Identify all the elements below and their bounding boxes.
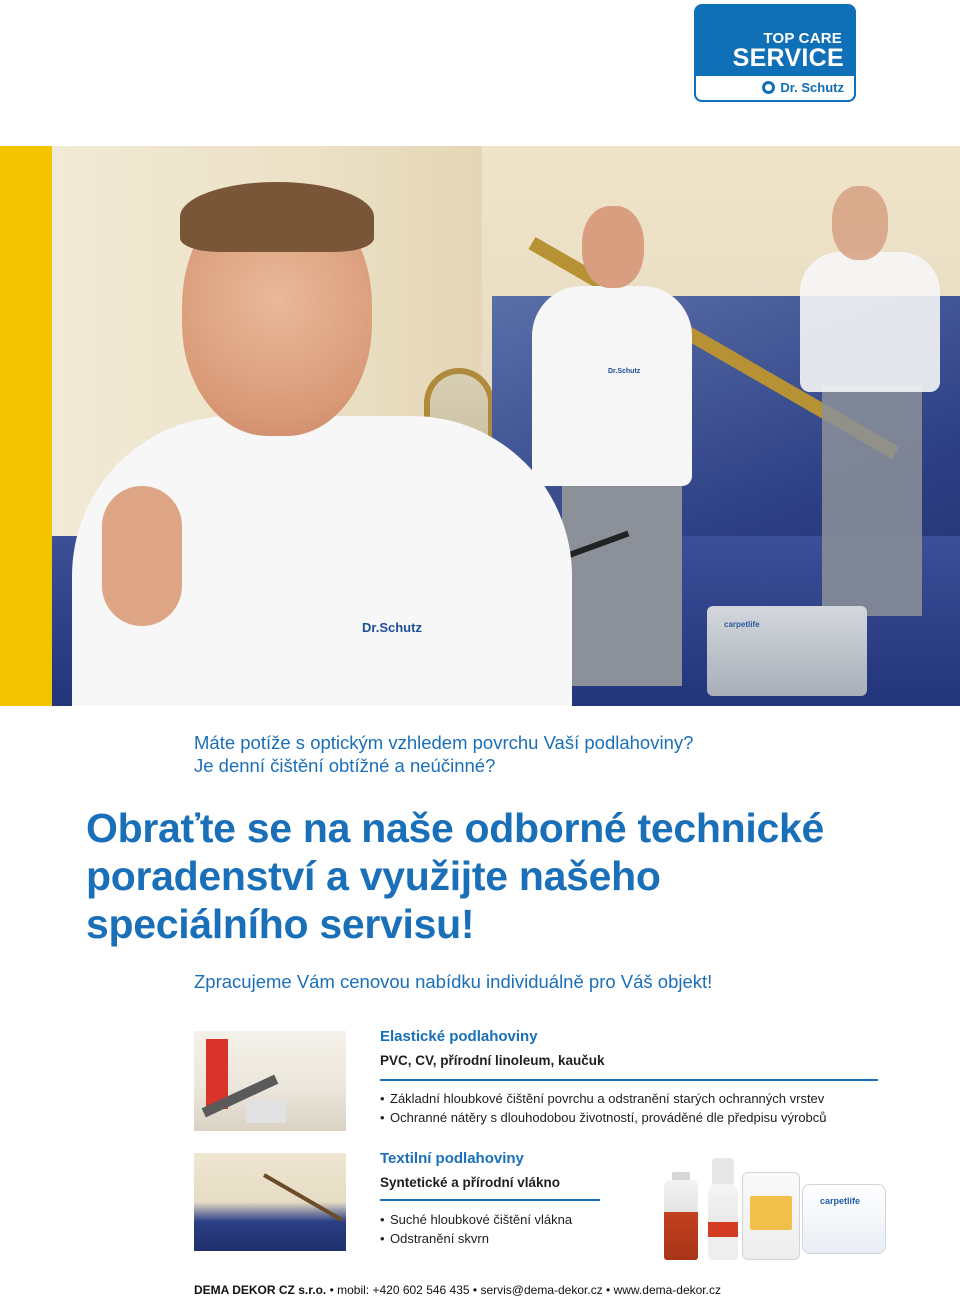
worker2-shirt-logo: Dr.Schutz xyxy=(608,368,641,375)
worker1-shirt-logo: Dr.Schutz xyxy=(362,620,422,635)
list-item: • Odstranění skvrn xyxy=(380,1229,640,1248)
footer-web[interactable]: www.dema-dekor.cz xyxy=(613,1283,721,1297)
contact-footer xyxy=(194,1283,894,1297)
list-item: • Suché hloubkové čištění vlákna xyxy=(380,1210,640,1229)
top-care-service-logo xyxy=(694,4,856,102)
logo-brand-strip xyxy=(694,76,856,102)
section-title-textile: Textilní podlahoviny xyxy=(380,1150,524,1167)
offer-text: Zpracujeme Vám cenovou nabídku individuálně pro Váš objekt! xyxy=(194,971,713,992)
worker2-shirt xyxy=(532,286,692,486)
photo-stair-rail xyxy=(263,1173,343,1221)
logo-brand xyxy=(762,80,844,95)
powder-tub xyxy=(802,1184,886,1254)
footer-company: DEMA DEKOR CZ s.r.o. xyxy=(194,1283,327,1297)
section-subtitle-textile: Syntetické a přírodní vlákno xyxy=(380,1175,561,1190)
machine-label: carpetlife xyxy=(724,620,760,629)
footer-separator: • xyxy=(329,1283,334,1297)
section-rule-elastic xyxy=(380,1079,878,1081)
worker3-head xyxy=(832,186,888,260)
textile-floor-photo xyxy=(194,1153,346,1251)
section-title-elastic: Elastické podlahoviny xyxy=(380,1028,538,1045)
cleaner-bottle xyxy=(664,1180,698,1260)
logo-line2: SERVICE xyxy=(732,44,844,72)
footer-phone: mobil: +420 602 546 435 xyxy=(337,1283,470,1297)
worker3-shirt xyxy=(800,252,940,392)
logo-line1: TOP CARE xyxy=(763,30,842,47)
worker1-hair xyxy=(180,182,374,252)
tub-label: carpetlife xyxy=(820,1196,861,1206)
footer-separator: • xyxy=(472,1283,478,1297)
bullets-elastic xyxy=(380,1089,900,1127)
headline-line1: Obraťte se na naše odborné technické xyxy=(86,805,824,851)
list-item: • Ochranné nátěry s dlouhodobou životností, prováděné dle předpisu výrobců xyxy=(380,1108,900,1127)
headline-line2: poradenství a využijte našeho xyxy=(86,853,661,899)
photo-desk xyxy=(246,1099,286,1123)
intro-question xyxy=(194,731,894,777)
hero-photo xyxy=(52,146,960,706)
headline-line3: speciálního servisu! xyxy=(86,901,475,947)
footer-email[interactable]: servis@dema-dekor.cz xyxy=(480,1283,603,1297)
logo-brand-text: Dr. Schutz xyxy=(780,80,844,95)
worker2-legs xyxy=(562,486,682,686)
question-line2: Je denní čištění obtížné a neúčinné? xyxy=(194,755,496,776)
footer-separator: • xyxy=(606,1283,611,1297)
thumbs-up-hand xyxy=(102,486,182,626)
spray-bottle xyxy=(708,1184,738,1260)
headline xyxy=(86,804,926,948)
canister-label xyxy=(750,1196,792,1230)
question-line1: Máte potíže s optickým vzhledem povrchu Vaší podlahoviny? xyxy=(194,732,694,753)
worker3-legs xyxy=(822,386,922,616)
list-item: • Základní hloubkové čištění povrchu a odstranění starých ochranných vrstev xyxy=(380,1089,900,1108)
bullets-textile xyxy=(380,1210,640,1248)
worker2-head xyxy=(582,206,644,288)
spray-trigger xyxy=(712,1158,734,1186)
elastic-floor-photo xyxy=(194,1031,346,1131)
section-rule-textile xyxy=(380,1199,600,1201)
dr-schutz-mark-icon xyxy=(762,81,775,94)
yellow-accent-bar xyxy=(0,146,52,706)
section-subtitle-elastic: PVC, CV, přírodní linoleum, kaučuk xyxy=(380,1053,605,1068)
